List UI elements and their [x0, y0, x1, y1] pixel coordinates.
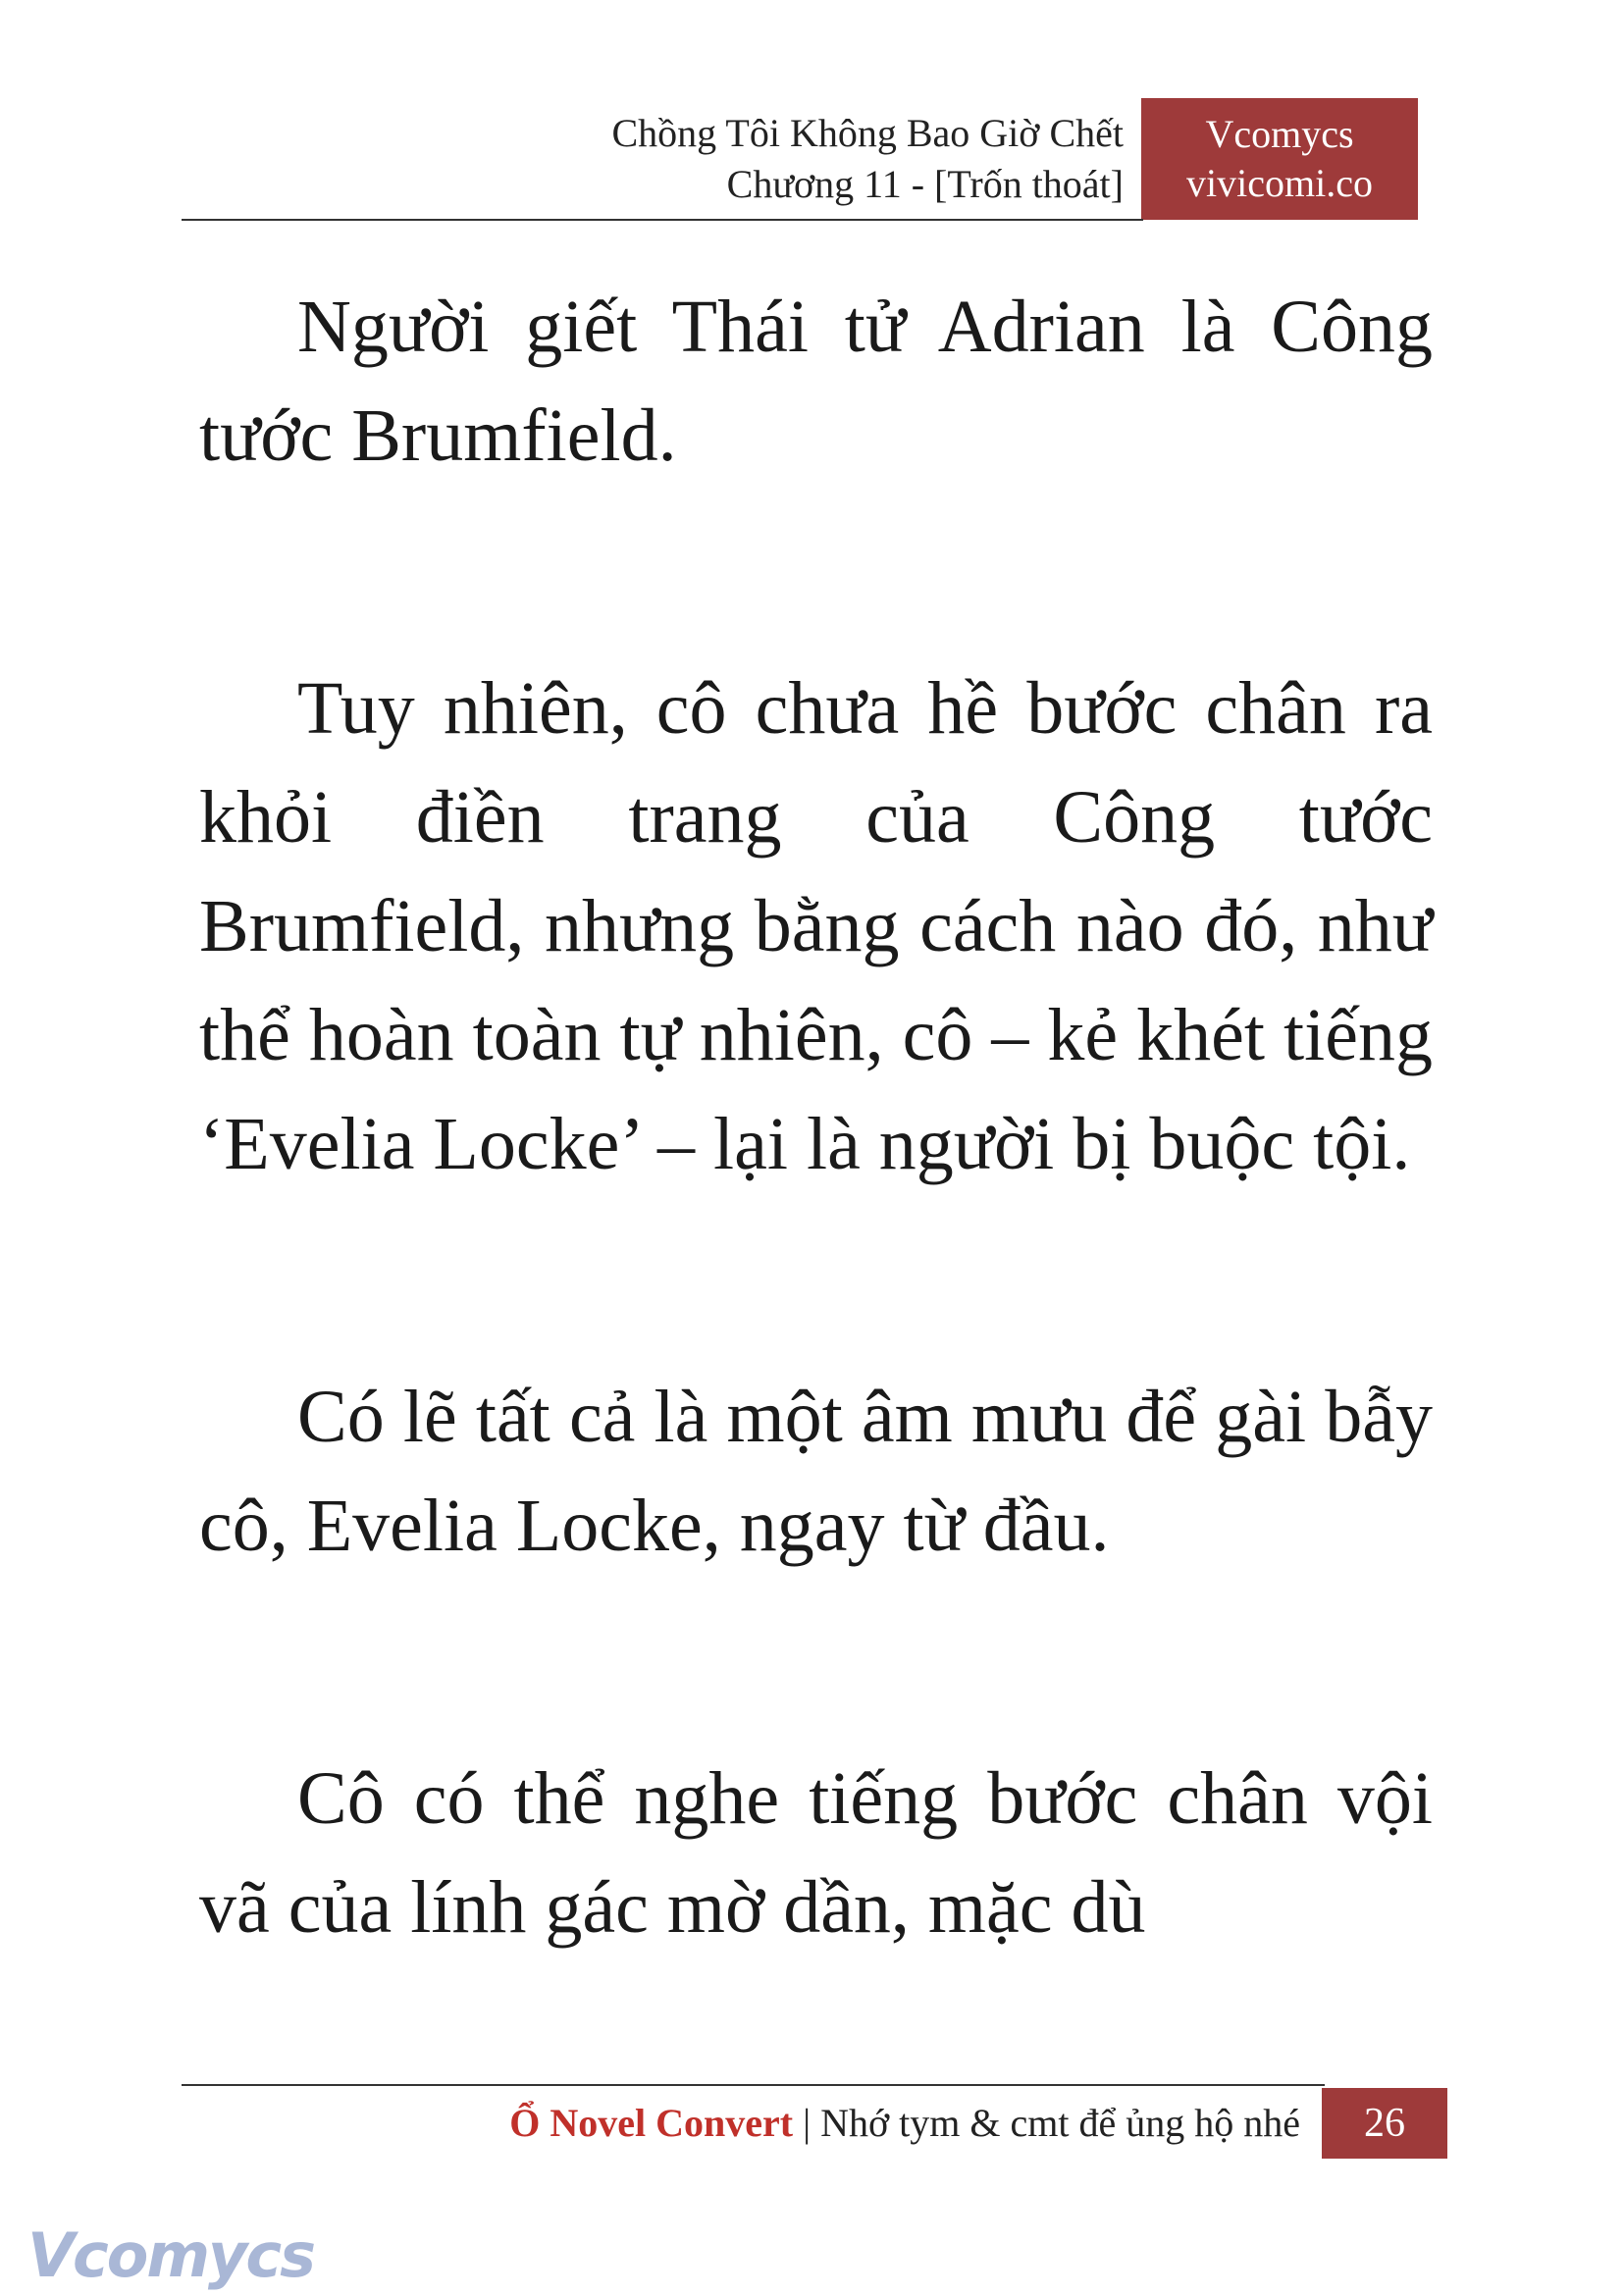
page-number: 26 [1322, 2088, 1447, 2159]
watermark-logo: Vcomycs [27, 2219, 315, 2291]
page-header [182, 98, 1418, 220]
paragraph-2: Tuy nhiên, cô chưa hề bước chân ra khỏi điền trang của Công tước Brumfield, nhưng bằng cách nào đó, như thể hoàn toàn tự nhiên, cô – kẻ khét tiếng ‘Evelia Locke’ – lại là người bị buộc tội. [199, 667, 1433, 1185]
footer-text [509, 2098, 1300, 2149]
footer-separator: | [803, 2101, 812, 2145]
brand-name: Vcomycs [1205, 112, 1354, 156]
chapter-body [199, 273, 1433, 2126]
chapter-title: Chương 11 - [Trốn thoát] [726, 162, 1124, 206]
paragraph-4: Cô có thể nghe tiếng bước chân vội vã của lính gác mờ dần, mặc dù [199, 1757, 1433, 1949]
paragraph-1: Người giết Thái tử Adrian là Công tước Brumfield. [199, 286, 1433, 477]
footer-note: Nhớ tym & cmt để ủng hộ nhé [820, 2101, 1300, 2145]
header-titles [611, 108, 1124, 210]
page-footer [182, 2088, 1447, 2159]
header-divider [182, 219, 1143, 221]
footer-brand: Ổ Novel Convert [509, 2101, 794, 2145]
paragraph-3: Có lẽ tất cả là một âm mưu để gài bẫy cô, Evelia Locke, ngay từ đầu. [199, 1376, 1433, 1567]
header-brand-box [1141, 98, 1418, 220]
brand-site: vivicomi.co [1186, 161, 1373, 205]
footer-divider [182, 2084, 1325, 2086]
book-title: Chồng Tôi Không Bao Giờ Chết [611, 111, 1124, 155]
